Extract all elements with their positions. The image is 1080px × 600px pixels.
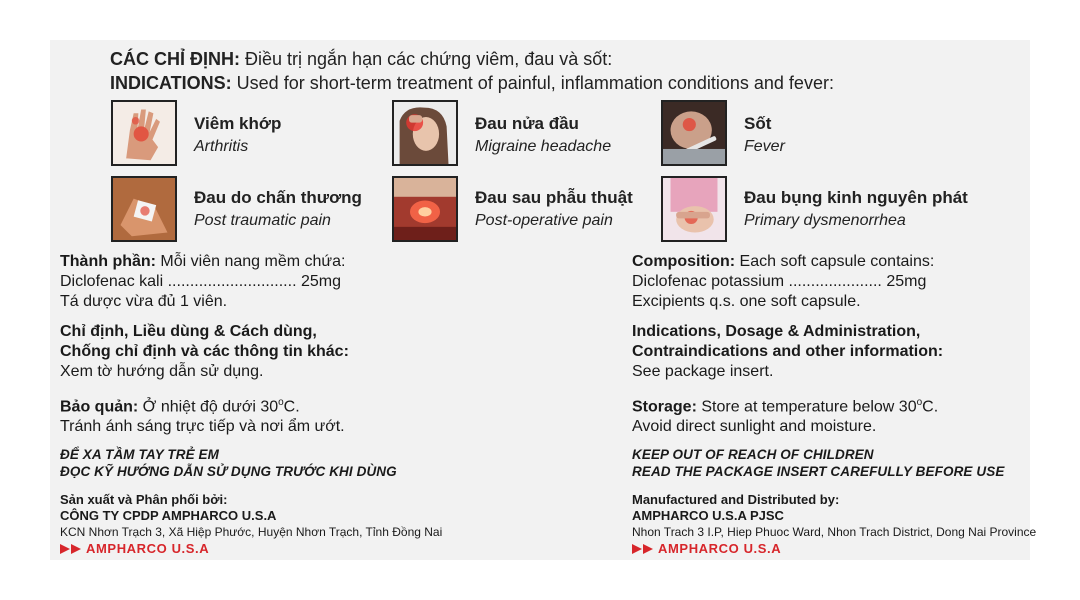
excipient-line: Excipients q.s. one soft capsule. — [632, 293, 861, 310]
indication-label-en: Fever — [744, 138, 785, 155]
indication-label-en: Post traumatic pain — [194, 212, 331, 229]
fever-thermometer-image — [661, 100, 727, 166]
bandaged-hand-image — [111, 176, 177, 242]
warning-block-en: KEEP OUT OF REACH OF CHILDREN READ THE PACKAGE INSERT CAREFULLY BEFORE USE — [632, 447, 1005, 479]
arthritis-hand-image — [111, 100, 177, 166]
info-block-vi: Chỉ định, Liều dùng & Cách dùng, Chống chỉ định và các thông tin khác: Xem tờ hướng dẫn sử dụng. — [60, 323, 349, 380]
indication-label-en: Migraine headache — [475, 138, 612, 155]
storage-block-vi: Bảo quản: Ở nhiệt độ dưới 30$^o$C. Tránh ánh sáng trực tiếp và nơi ẩm ướt. — [60, 397, 345, 436]
indication-label-vi: Viêm khớp — [194, 114, 282, 133]
indication-label-en: Arthritis — [194, 138, 249, 155]
abdominal-pain-image — [661, 176, 727, 242]
manufacturer-block-vi: Sản xuất và Phân phối bởi: CÔNG TY CPDP AMPHARCO U.S.A KCN Nhơn Trạch 3, Xã Hiệp Phước, Huyện Nhơn Trạch, Tỉnh Đồng Nai AMPHARCO U.S.A — [60, 492, 443, 556]
indication-label-vi: Sốt — [744, 114, 772, 133]
indication-label-vi: Đau nửa đầu — [475, 114, 579, 133]
indication-label-vi: Đau do chấn thương — [194, 188, 362, 207]
ampharco-logo-icon — [632, 544, 654, 554]
back-pain-image — [392, 176, 458, 242]
indications-heading-en: INDICATIONS: Used for short-term treatment of painful, inflammation conditions and fever: — [110, 73, 834, 93]
composition-block-vi: Thành phần: Mỗi viên nang mềm chứa: Diclofenac kali ............................. 25mg Tá dược vừa đủ 1 viên. — [60, 253, 346, 310]
info-block-en: Indications, Dosage & Administration, Contraindications and other information: See package insert. — [632, 323, 944, 380]
indication-label-vi: Đau sau phẫu thuật — [475, 188, 633, 207]
migraine-woman-image — [392, 100, 458, 166]
storage-block-en: Storage: Store at temperature below 30$^o$C. Avoid direct sunlight and moisture. — [632, 397, 939, 436]
brand-name: AMPHARCO U.S.A — [86, 541, 210, 556]
composition-block-en: Composition: Each soft capsule contains: Diclofenac potassium ..................... 25mg Excipients q.s. one soft capsule. — [632, 253, 935, 310]
indications-heading-vi: CÁC CHỈ ĐỊNH: Điều trị ngắn hạn các chứng viêm, đau và sốt: — [110, 49, 613, 69]
active-ingredient-line: Diclofenac kali ............................. 25mg — [60, 273, 341, 290]
brand-name: AMPHARCO U.S.A — [658, 541, 782, 556]
active-ingredient-line: Diclofenac potassium ..................... 25mg — [632, 273, 927, 290]
indication-label-vi: Đau bụng kinh nguyên phát — [744, 188, 968, 207]
ampharco-logo-icon — [60, 544, 82, 554]
indication-label-en: Primary dysmenorrhea — [744, 212, 906, 229]
excipient-line: Tá dược vừa đủ 1 viên. — [60, 293, 228, 310]
manufacturer-block-en: Manufactured and Distributed by: AMPHARCO U.S.A PJSC Nhon Trach 3 I.P, Hiep Phuoc Ward, Nhon Trach District, Dong Nai Province AMPHARCO U.S.A — [632, 492, 1037, 556]
indication-label-en: Post-operative pain — [475, 212, 613, 229]
warning-block-vi: ĐỂ XA TẦM TAY TRẺ EM ĐỌC KỸ HƯỚNG DẪN SỬ DỤNG TRƯỚC KHI DÙNG — [60, 447, 397, 479]
